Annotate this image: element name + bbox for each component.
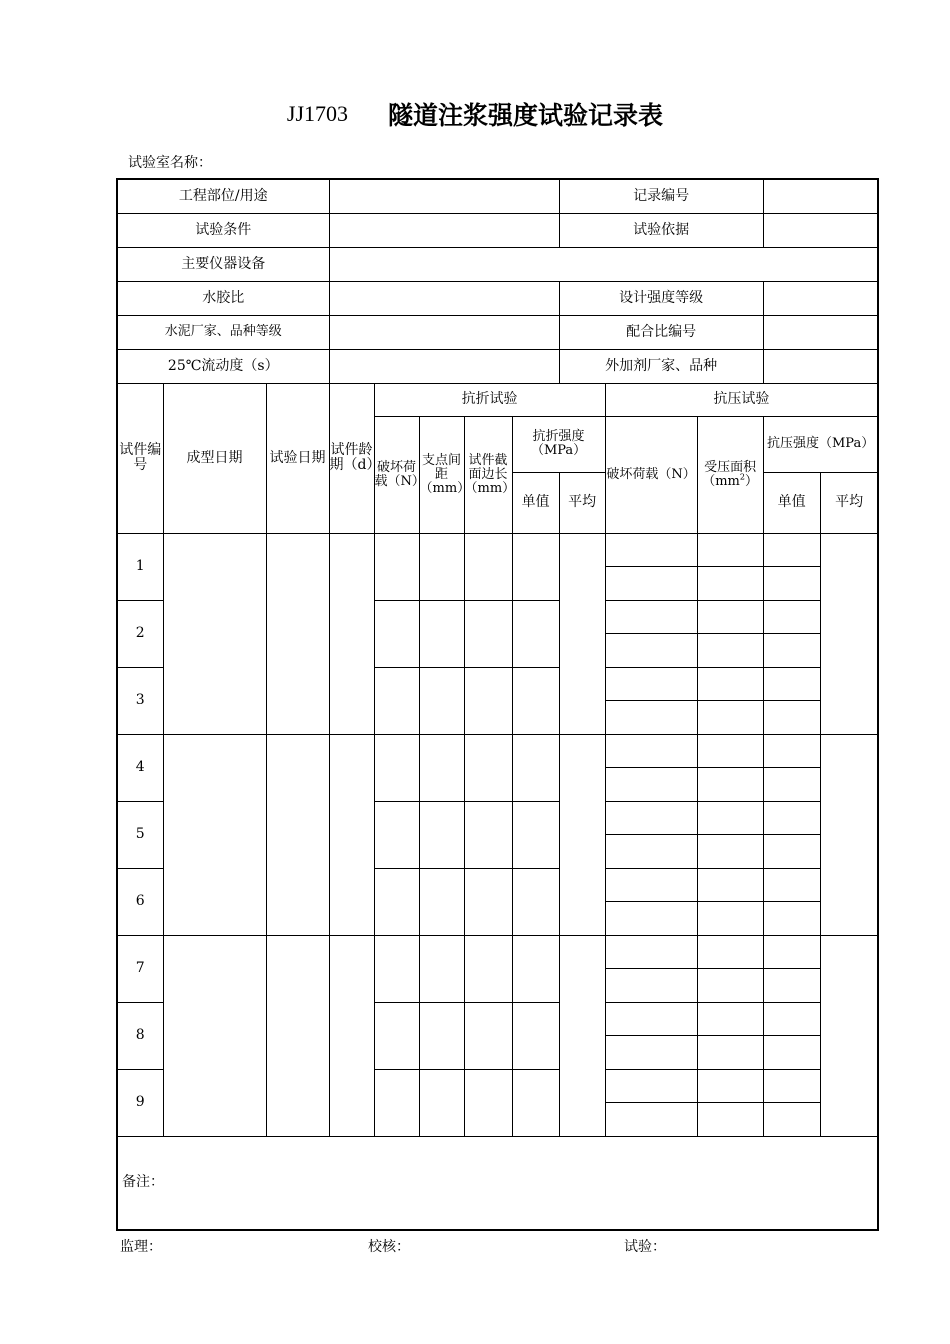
span-cell[interactable] — [419, 935, 464, 1002]
conditions-value[interactable] — [329, 213, 559, 247]
flex-load-cell[interactable] — [374, 667, 419, 734]
col-specimen-no: 试件编号 — [117, 383, 163, 533]
section-cell[interactable] — [464, 868, 512, 935]
flex-load-cell[interactable] — [374, 1069, 419, 1136]
specimen-no-cell: 8 — [117, 1002, 163, 1069]
project-value[interactable] — [329, 179, 559, 213]
record-no-label: 记录编号 — [559, 179, 763, 213]
form-title: 隧道注浆强度试验记录表 — [388, 101, 664, 130]
area-cell[interactable] — [697, 634, 763, 668]
area-cell[interactable] — [697, 768, 763, 802]
comp-load-cell[interactable] — [605, 1036, 697, 1070]
mold-date-cell[interactable] — [163, 935, 266, 1136]
area-cell[interactable] — [697, 935, 763, 969]
section-cell[interactable] — [464, 1002, 512, 1069]
col-area-text: 受压面积（mm — [702, 459, 757, 489]
comp-load-cell[interactable] — [605, 634, 697, 668]
comp-average-cell[interactable] — [820, 734, 878, 935]
specimen-row — [117, 935, 878, 969]
comp-load-cell[interactable] — [605, 1103, 697, 1137]
comp-load-cell[interactable] — [605, 868, 697, 902]
remarks-row — [117, 1136, 878, 1230]
flex-load-cell[interactable] — [374, 1002, 419, 1069]
col-comp-load: 破坏荷载（N） — [605, 416, 697, 533]
comp-load-cell[interactable] — [605, 567, 697, 601]
span-cell[interactable] — [419, 600, 464, 667]
comp-load-cell[interactable] — [605, 600, 697, 634]
comp-single-cell[interactable] — [763, 1036, 820, 1070]
area-cell[interactable] — [697, 600, 763, 634]
flex-single-cell[interactable] — [512, 533, 559, 600]
admixture-label: 外加剂厂家、品种 — [559, 349, 763, 383]
info-row — [117, 247, 878, 281]
area-cell[interactable] — [697, 667, 763, 701]
age-cell[interactable] — [329, 734, 374, 935]
wc-ratio-label: 水胶比 — [117, 281, 329, 315]
supervisor-label: 监理： — [120, 1239, 162, 1255]
flex-average-cell[interactable] — [559, 734, 605, 935]
span-cell[interactable] — [419, 734, 464, 801]
comp-single-cell[interactable] — [763, 734, 820, 768]
specimen-no-cell: 2 — [117, 600, 163, 667]
col-comp-strength: 抗压强度（MPa） — [763, 416, 878, 472]
area-cell[interactable] — [697, 835, 763, 869]
age-cell[interactable] — [329, 935, 374, 1136]
comp-single-cell[interactable] — [763, 701, 820, 735]
record-no-value[interactable] — [763, 179, 878, 213]
col-span: 支点间距（mm） — [419, 416, 464, 533]
area-cell[interactable] — [697, 868, 763, 902]
form-code: JJ1703 — [286, 101, 349, 126]
comp-single-cell[interactable] — [763, 935, 820, 969]
comp-single-cell[interactable] — [763, 634, 820, 668]
design-grade-label: 设计强度等级 — [559, 281, 763, 315]
col-section: 试件截面边长（mm） — [464, 416, 512, 533]
area-cell[interactable] — [697, 533, 763, 567]
specimen-no-cell: 4 — [117, 734, 163, 801]
col-flex-strength: 抗折强度（MPa） — [512, 416, 605, 472]
col-flex-average: 平均 — [559, 472, 605, 533]
comp-load-cell[interactable] — [605, 1002, 697, 1036]
span-cell[interactable] — [419, 667, 464, 734]
col-area-sup: 2 — [739, 472, 745, 482]
cement-label: 水泥厂家、品种等级 — [117, 315, 329, 349]
col-area — [697, 416, 763, 533]
cement-value[interactable] — [329, 315, 559, 349]
info-row — [117, 349, 878, 383]
comp-single-cell[interactable] — [763, 902, 820, 936]
conditions-label: 试验条件 — [117, 213, 329, 247]
flex-single-cell[interactable] — [512, 935, 559, 1002]
document-title — [0, 96, 950, 132]
comp-single-cell[interactable] — [763, 868, 820, 902]
comp-single-cell[interactable] — [763, 533, 820, 567]
comp-single-cell[interactable] — [763, 969, 820, 1003]
equipment-value[interactable] — [329, 247, 878, 281]
col-mold-date: 成型日期 — [163, 383, 266, 533]
flex-single-cell[interactable] — [512, 801, 559, 868]
col-test-date: 试验日期 — [266, 383, 329, 533]
basis-label: 试验依据 — [559, 213, 763, 247]
comp-load-cell[interactable] — [605, 801, 697, 835]
flex-single-cell[interactable] — [512, 667, 559, 734]
span-cell[interactable] — [419, 801, 464, 868]
span-cell[interactable] — [419, 1069, 464, 1136]
comp-load-cell[interactable] — [605, 902, 697, 936]
section-cell[interactable] — [464, 600, 512, 667]
comp-single-cell[interactable] — [763, 1002, 820, 1036]
checker-label: 校核： — [368, 1239, 410, 1255]
col-age: 试件龄期（d） — [329, 383, 374, 533]
info-row — [117, 281, 878, 315]
specimen-row — [117, 734, 878, 768]
test-date-cell[interactable] — [266, 533, 329, 734]
flex-single-cell[interactable] — [512, 868, 559, 935]
remarks-cell[interactable] — [117, 1136, 878, 1230]
flex-load-cell[interactable] — [374, 868, 419, 935]
comp-load-cell[interactable] — [605, 533, 697, 567]
area-cell[interactable] — [697, 734, 763, 768]
test-date-cell[interactable] — [266, 935, 329, 1136]
lab-name-label: 试验室名称： — [128, 155, 212, 171]
info-row — [117, 179, 878, 213]
area-cell[interactable] — [697, 1036, 763, 1070]
area-cell[interactable] — [697, 1069, 763, 1103]
specimen-row — [117, 533, 878, 567]
specimen-no-cell: 6 — [117, 868, 163, 935]
specimen-no-cell: 1 — [117, 533, 163, 600]
comp-single-cell[interactable] — [763, 567, 820, 601]
flex-load-cell[interactable] — [374, 734, 419, 801]
record-form-table — [116, 178, 879, 1231]
flex-average-cell[interactable] — [559, 533, 605, 734]
tester-label: 试验： — [624, 1239, 666, 1255]
section-cell[interactable] — [464, 1069, 512, 1136]
comp-load-cell[interactable] — [605, 768, 697, 802]
column-header-row — [117, 383, 878, 416]
col-flexural-group: 抗折试验 — [374, 383, 605, 416]
age-cell[interactable] — [329, 533, 374, 734]
comp-load-cell[interactable] — [605, 835, 697, 869]
area-cell[interactable] — [697, 801, 763, 835]
fluidity-value[interactable] — [329, 349, 559, 383]
specimen-no-cell: 5 — [117, 801, 163, 868]
comp-load-cell[interactable] — [605, 969, 697, 1003]
comp-single-cell[interactable] — [763, 1103, 820, 1137]
design-grade-value[interactable] — [763, 281, 878, 315]
flex-average-cell[interactable] — [559, 935, 605, 1136]
test-date-cell[interactable] — [266, 734, 329, 935]
comp-load-cell[interactable] — [605, 734, 697, 768]
project-label: 工程部位/用途 — [117, 179, 329, 213]
flex-load-cell[interactable] — [374, 533, 419, 600]
comp-load-cell[interactable] — [605, 935, 697, 969]
flex-single-cell[interactable] — [512, 1002, 559, 1069]
mold-date-cell[interactable] — [163, 734, 266, 935]
area-cell[interactable] — [697, 567, 763, 601]
specimen-no-cell: 3 — [117, 667, 163, 734]
comp-load-cell[interactable] — [605, 701, 697, 735]
comp-single-cell[interactable] — [763, 600, 820, 634]
comp-load-cell[interactable] — [605, 1069, 697, 1103]
col-area-close: ） — [744, 473, 758, 489]
col-comp-single: 单值 — [763, 472, 820, 533]
span-cell[interactable] — [419, 1002, 464, 1069]
comp-average-cell[interactable] — [820, 935, 878, 1136]
mix-no-label: 配合比编号 — [559, 315, 763, 349]
section-cell[interactable] — [464, 734, 512, 801]
remarks-label: 备注： — [122, 1174, 164, 1191]
span-cell[interactable] — [419, 533, 464, 600]
comp-single-cell[interactable] — [763, 768, 820, 802]
flex-single-cell[interactable] — [512, 734, 559, 801]
area-cell[interactable] — [697, 969, 763, 1003]
comp-single-cell[interactable] — [763, 667, 820, 701]
comp-single-cell[interactable] — [763, 801, 820, 835]
mold-date-cell[interactable] — [163, 533, 266, 734]
col-flex-single: 单值 — [512, 472, 559, 533]
section-cell[interactable] — [464, 935, 512, 1002]
equipment-label: 主要仪器设备 — [117, 247, 329, 281]
section-cell[interactable] — [464, 533, 512, 600]
specimen-body — [117, 533, 878, 1136]
comp-load-cell[interactable] — [605, 667, 697, 701]
col-comp-average: 平均 — [820, 472, 878, 533]
fluidity-label: 25℃流动度（s） — [117, 349, 329, 383]
col-compressive-group: 抗压试验 — [605, 383, 878, 416]
specimen-no-cell: 7 — [117, 935, 163, 1002]
wc-ratio-value[interactable] — [329, 281, 559, 315]
comp-single-cell[interactable] — [763, 835, 820, 869]
flex-load-cell[interactable] — [374, 801, 419, 868]
specimen-no-cell: 9 — [117, 1069, 163, 1136]
area-cell[interactable] — [697, 701, 763, 735]
flex-load-cell[interactable] — [374, 600, 419, 667]
area-cell[interactable] — [697, 902, 763, 936]
mix-no-value[interactable] — [763, 315, 878, 349]
flex-single-cell[interactable] — [512, 1069, 559, 1136]
area-cell[interactable] — [697, 1103, 763, 1137]
info-row — [117, 315, 878, 349]
info-row — [117, 213, 878, 247]
flex-single-cell[interactable] — [512, 600, 559, 667]
comp-single-cell[interactable] — [763, 1069, 820, 1103]
comp-average-cell[interactable] — [820, 533, 878, 734]
col-flex-load: 破坏荷载（N） — [374, 416, 419, 533]
section-cell[interactable] — [464, 801, 512, 868]
admixture-value[interactable] — [763, 349, 878, 383]
basis-value[interactable] — [763, 213, 878, 247]
area-cell[interactable] — [697, 1002, 763, 1036]
flex-load-cell[interactable] — [374, 935, 419, 1002]
section-cell[interactable] — [464, 667, 512, 734]
span-cell[interactable] — [419, 868, 464, 935]
